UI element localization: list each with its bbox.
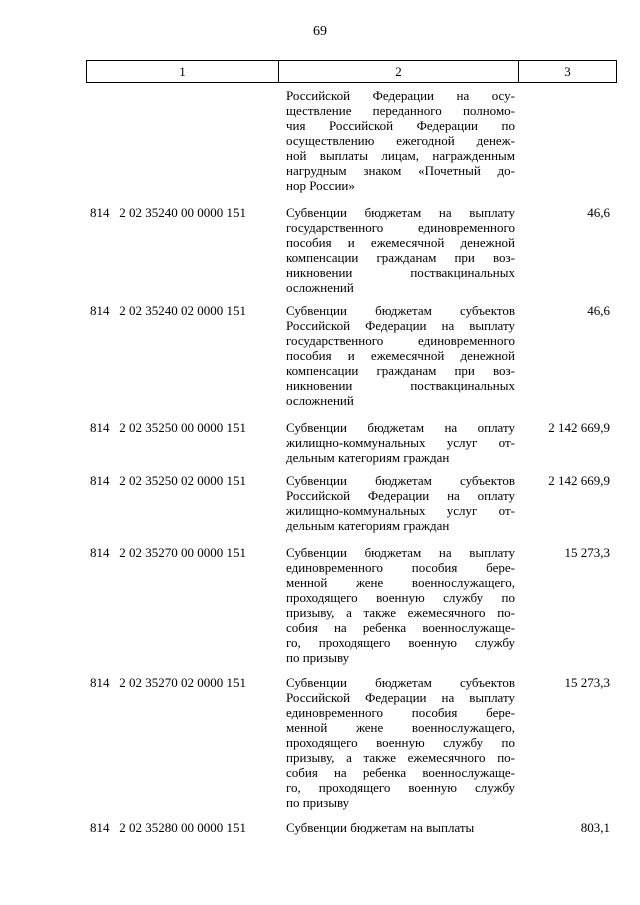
table-row bbox=[0, 205, 640, 295]
description-line: Субвенции бюджетам субъектов bbox=[286, 675, 515, 690]
budget-classification-code: 814 2 02 35240 00 0000 151 bbox=[90, 205, 246, 220]
description-line: ществление переданного полномо- bbox=[286, 103, 515, 118]
description-line: Субвенции бюджетам на выплату bbox=[286, 545, 515, 560]
budget-classification-code: 814 2 02 35270 00 0000 151 bbox=[90, 545, 246, 560]
description-line: Субвенции бюджетам на выплату bbox=[286, 205, 515, 220]
budget-rows bbox=[0, 88, 640, 845]
description-line: дельным категориям граждан bbox=[286, 518, 450, 533]
description-line: по призыву bbox=[286, 795, 350, 810]
description-line: никновении поствакцинальных bbox=[286, 378, 515, 393]
description-line: дельным категориям граждан bbox=[286, 450, 450, 465]
amount-value: 2 142 669,9 bbox=[548, 420, 610, 435]
budget-classification-code: 814 2 02 35270 02 0000 151 bbox=[90, 675, 246, 690]
amount-value: 15 273,3 bbox=[564, 675, 610, 690]
description-line: осложнений bbox=[286, 393, 354, 408]
description-line: пособия и ежемесячной денежной bbox=[286, 348, 515, 363]
description-line: государственного единовременного bbox=[286, 220, 515, 235]
page-number: 69 bbox=[313, 24, 327, 39]
income-description bbox=[286, 303, 515, 408]
description-line: Субвенции бюджетам субъектов bbox=[286, 303, 515, 318]
description-line: жилищно-коммунальных услуг от- bbox=[286, 503, 515, 518]
description-line: Российской Федерации на выплату bbox=[286, 690, 515, 705]
description-line: ной выплаты лицам, награжденным bbox=[286, 148, 515, 163]
description-line: Субвенции бюджетам субъектов bbox=[286, 473, 515, 488]
description-line: го, проходящего военную службу bbox=[286, 635, 515, 650]
column-header-3: 3 bbox=[519, 61, 617, 83]
description-line: по призыву bbox=[286, 650, 350, 665]
description-line: го, проходящего военную службу bbox=[286, 780, 515, 795]
description-line: призыву, а также ежемесячного по- bbox=[286, 750, 515, 765]
table-row bbox=[0, 303, 640, 408]
income-description bbox=[286, 675, 515, 810]
amount-value: 46,6 bbox=[587, 205, 610, 220]
description-line: жилищно-коммунальных услуг от- bbox=[286, 435, 515, 450]
description-line: никновении поствакцинальных bbox=[286, 265, 515, 280]
description-line: единовременного пособия бере- bbox=[286, 705, 515, 720]
description-line: государственного единовременного bbox=[286, 333, 515, 348]
description-line: Субвенции бюджетам на выплаты bbox=[286, 820, 475, 835]
description-line: Российской Федерации на выплату bbox=[286, 318, 515, 333]
income-description bbox=[286, 473, 515, 533]
description-line: Российской Федерации на осу- bbox=[286, 88, 515, 103]
table-row bbox=[0, 675, 640, 810]
income-description bbox=[286, 205, 515, 295]
column-header-row bbox=[87, 61, 617, 83]
column-header-2: 2 bbox=[279, 61, 519, 83]
description-line: чия Российской Федерации по bbox=[286, 118, 515, 133]
description-line: собия на ребенка военнослужаще- bbox=[286, 620, 515, 635]
amount-value: 46,6 bbox=[587, 303, 610, 318]
description-line: призыву, а также ежемесячного по- bbox=[286, 605, 515, 620]
table-row bbox=[0, 420, 640, 465]
description-line: нагрудным знаком «Почетный до- bbox=[286, 163, 515, 178]
description-line: Субвенции бюджетам на оплату bbox=[286, 420, 515, 435]
income-description bbox=[286, 820, 515, 835]
income-description bbox=[286, 420, 515, 465]
budget-classification-code: 814 2 02 35250 00 0000 151 bbox=[90, 420, 246, 435]
description-line: пособия и ежемесячной денежной bbox=[286, 235, 515, 250]
amount-value: 15 273,3 bbox=[564, 545, 610, 560]
description-line: проходящего военную службу по bbox=[286, 590, 515, 605]
description-line: проходящего военную службу по bbox=[286, 735, 515, 750]
column-header-table bbox=[86, 60, 617, 83]
description-line: Российской Федерации на оплату bbox=[286, 488, 515, 503]
budget-classification-code: 814 2 02 35280 00 0000 151 bbox=[90, 820, 246, 835]
description-line: осложнений bbox=[286, 280, 354, 295]
description-line: осуществлению ежегодной денеж- bbox=[286, 133, 515, 148]
budget-classification-code: 814 2 02 35240 02 0000 151 bbox=[90, 303, 246, 318]
description-line: собия на ребенка военнослужаще- bbox=[286, 765, 515, 780]
income-description bbox=[286, 88, 515, 193]
table-row bbox=[0, 545, 640, 665]
table-row bbox=[0, 820, 640, 835]
description-line: нор России» bbox=[286, 178, 355, 193]
table-row bbox=[0, 88, 640, 193]
amount-value: 803,1 bbox=[580, 820, 610, 835]
table-row bbox=[0, 473, 640, 533]
income-description bbox=[286, 545, 515, 665]
description-line: единовременного пособия бере- bbox=[286, 560, 515, 575]
budget-classification-code: 814 2 02 35250 02 0000 151 bbox=[90, 473, 246, 488]
amount-value: 2 142 669,9 bbox=[548, 473, 610, 488]
column-header-1: 1 bbox=[87, 61, 279, 83]
description-line: компенсации гражданам при воз- bbox=[286, 363, 515, 378]
description-line: менной жене военнослужащего, bbox=[286, 720, 515, 735]
description-line: компенсации гражданам при воз- bbox=[286, 250, 515, 265]
description-line: менной жене военнослужащего, bbox=[286, 575, 515, 590]
